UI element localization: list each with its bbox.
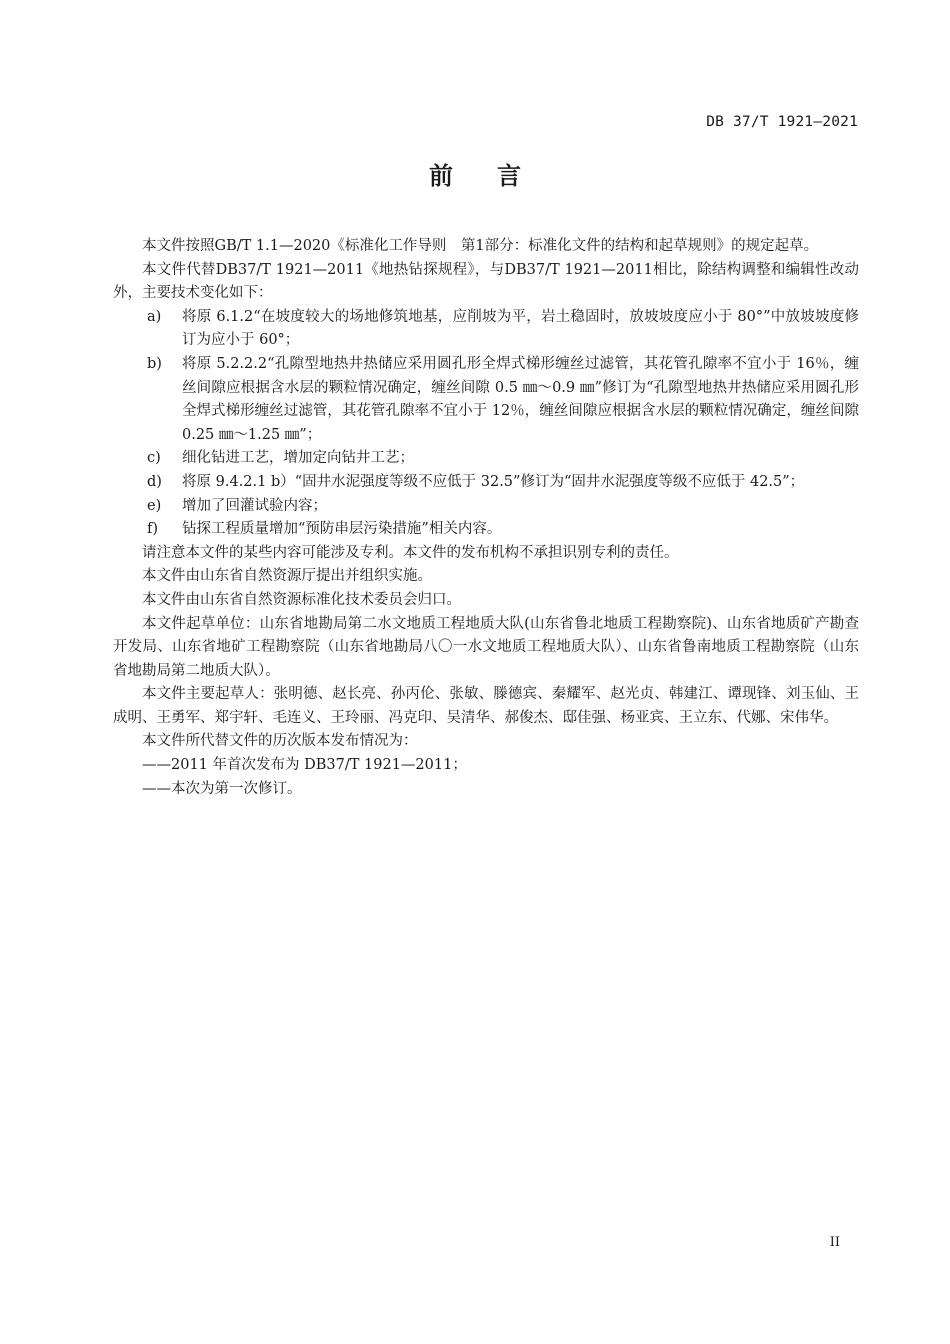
paragraph-proposer: 本文件由山东省自然资源厅提出并组织实施。 <box>142 568 432 585</box>
list-marker: e) <box>147 497 162 514</box>
paragraph-history-intro: 本文件所代替文件的历次版本发布情况为： <box>142 733 418 750</box>
list-item <box>113 306 859 353</box>
list-item-text: 钻探工程质量增加“预防串层污染措施”相关内容。 <box>182 521 502 538</box>
document-code: DB 37/T 1921—2021 <box>706 114 858 130</box>
paragraph-drafters: 本文件主要起草人：张明德、赵长亮、孙丙伦、张敏、滕德宾、秦耀军、赵光贞、韩建江、谭现锋、刘玉仙、王成明、王勇军、郑宇轩、毛连义、王玲丽、冯克印、吴清华、郝俊杰、邸佳强、杨亚宾、王立东、代娜、宋伟华。 <box>113 686 859 726</box>
list-item <box>113 518 859 542</box>
list-item-text: 将原 6.1.2“在坡度较大的场地修筑地基，应削坡为平，岩土稳固时，放坡坡度应小于 80°”中放坡坡度修订为应小于 60°； <box>182 308 859 349</box>
document-body <box>113 235 859 801</box>
list-marker: a) <box>147 308 162 325</box>
list-marker: d) <box>147 473 162 490</box>
list-item-text: 将原 5.2.2.2“孔隙型地热井热储应采用圆孔形全焊式梯形缠丝过滤管，其花管孔隙率不宜小于 16％，缠丝间隙应根据含水层的颗粒情况确定，缠丝间隙 0.5 ㎜～0.9 ㎜”修订为“孔隙型地热井热储应采用圆孔形全焊式梯形缠丝过滤管，其花管孔隙率不宜小于 12％，缠丝间隙应根据含水层的颗粒情况确定，缠丝间隙 0.25 ㎜～1.25 ㎜”； <box>182 355 859 443</box>
list-marker: b) <box>147 355 162 372</box>
list-item-text: 细化钻进工艺，增加定向钻井工艺； <box>182 450 414 467</box>
paragraph-committee: 本文件由山东省自然资源标准化技术委员会归口。 <box>142 591 461 608</box>
list-item-text: 增加了回灌试验内容； <box>182 497 327 514</box>
list-marker: c) <box>147 450 161 467</box>
history-item: ——本次为第一次修订。 <box>142 780 302 797</box>
change-list <box>113 306 859 542</box>
paragraph-replacement: 本文件代替DB37/T 1921—2011《地热钻探规程》，与DB37/T 1921—2011相比，除结构调整和编辑性改动外，主要技术变化如下： <box>113 261 859 302</box>
page-number: II <box>829 1235 840 1250</box>
paragraph-drafting-rule: 本文件按照GB/T 1.1—2020《标准化工作导则 第1部分：标准化文件的结构和起草规则》的规定起草。 <box>142 238 819 254</box>
paragraph-patent-notice: 请注意本文件的某些内容可能涉及专利。本文件的发布机构不承担识别专利的责任。 <box>142 544 679 561</box>
list-item <box>113 353 859 447</box>
page-title: 前言 <box>429 162 565 190</box>
paragraph-drafting-units: 本文件起草单位：山东省地勘局第二水文地质工程地质大队(山东省鲁北地质工程勘察院)、山东省地质矿产勘查开发局、山东省地矿工程勘察院（山东省地勘局八〇一水文地质工程地质大队）、山东省鲁南地质工程勘察院（山东省地勘局第二地质大队）。 <box>113 615 859 679</box>
list-item-text: 将原 9.4.2.1 b）“固井水泥强度等级不应低于 32.5”修订为“固井水泥强度等级不应低于 42.5”； <box>182 473 805 490</box>
list-item <box>113 471 859 495</box>
list-item <box>113 495 859 519</box>
list-item <box>113 447 859 471</box>
list-marker: f) <box>147 521 159 538</box>
history-item: ——2011 年首次发布为 DB37/T 1921—2011； <box>142 757 467 774</box>
